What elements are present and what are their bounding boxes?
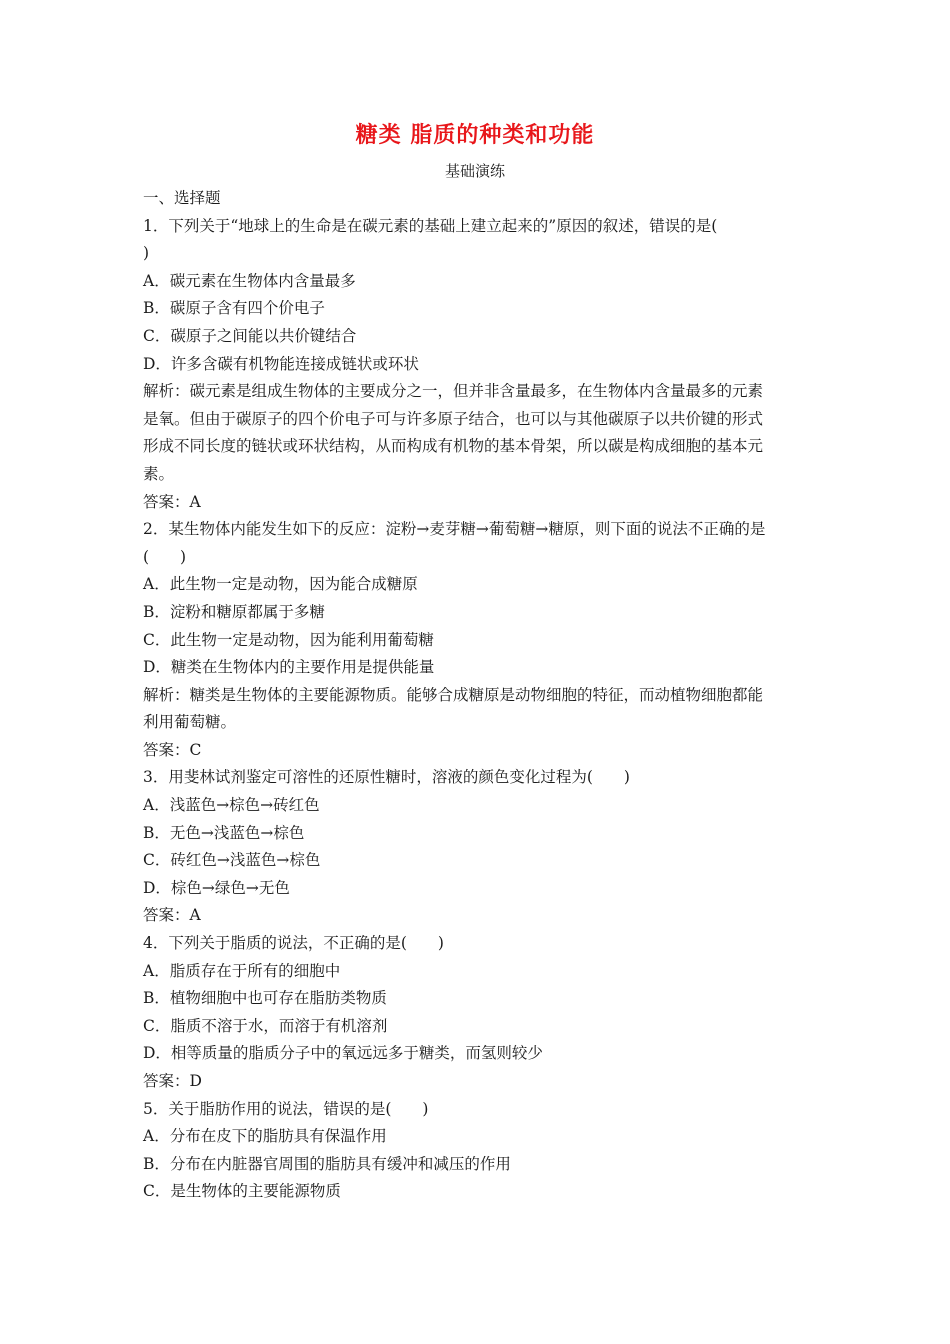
q5-option-c: C．是生物体的主要能源物质 [143,1182,341,1201]
q2-stem-line-2: ( ) [143,547,187,566]
q2-option-b: B．淀粉和糖原都属于多糖 [143,602,325,621]
page-subtitle: 基础演练 [444,162,505,180]
q1-analysis-line-1: 解析：碳元素是组成生物体的主要成分之一，但并非含量最多，在生物体内含量最多的元素 [143,382,764,401]
q4-option-d: D．相等质量的脂质分子中的氧远远多于糖类，而氢则较少 [143,1044,543,1063]
q4-option-a: A．脂质存在于所有的细胞中 [143,961,341,980]
q1-analysis-line-2: 是氧。但由于碳原子的四个价电子可与许多原子结合，也可以与其他碳原子以共价键的形式 [143,409,764,428]
q2-analysis-line-2: 利用葡萄糖。 [143,713,237,732]
q1-option-a: A．碳元素在生物体内含量最多 [143,271,356,290]
q4-option-c: C．脂质不溶于水，而溶于有机溶剂 [143,1016,388,1035]
q3-answer: 答案：A [143,906,201,925]
q1-analysis-line-4: 素。 [143,464,175,483]
q5-option-b: B．分布在内脏器官周围的脂肪具有缓冲和减压的作用 [143,1154,511,1173]
q1-option-c: C．碳原子之间能以共价键结合 [143,326,357,345]
q2-stem-line-1: 2．某生物体内能发生如下的反应：淀粉→麦芽糖→葡萄糖→糖原，则下面的说法不正确的是 [143,520,766,539]
q2-option-c: C．此生物一定是动物，因为能利用葡萄糖 [143,630,434,649]
q2-option-a: A．此生物一定是动物，因为能合成糖原 [143,575,418,594]
q3-option-c: C．砖红色→浅蓝色→棕色 [143,851,321,870]
page-title: 糖类 脂质的种类和功能 [355,123,595,148]
q1-option-b: B．碳原子含有四个价电子 [143,299,325,318]
q4-stem: 4．下列关于脂质的说法，不正确的是( ) [143,934,444,953]
document-body [143,185,811,1206]
q4-answer: 答案：D [143,1072,202,1090]
q5-option-a: A．分布在皮下的脂肪具有保温作用 [143,1127,387,1146]
q3-option-d: D．棕色→绿色→无色 [143,878,290,897]
q1-answer: 答案：A [143,492,201,511]
q3-stem: 3．用斐林试剂鉴定可溶性的还原性糖时，溶液的颜色变化过程为( ) [143,768,630,787]
q2-option-d: D．糖类在生物体内的主要作用是提供能量 [143,658,435,677]
q3-option-a: A．浅蓝色→棕色→砖红色 [143,796,320,815]
q1-stem-line-2: ) [143,244,150,263]
q5-stem: 5．关于脂肪作用的说法，错误的是( ) [143,1099,429,1118]
q4-option-b: B．植物细胞中也可存在脂肪类物质 [143,989,387,1008]
section-heading: 一、选择题 [143,189,221,207]
q2-answer: 答案：C [143,740,202,759]
q2-analysis-line-1: 解析：糖类是生物体的主要能源物质。能够合成糖原是动物细胞的特征，而动植物细胞都能 [143,685,764,704]
q3-option-b: B．无色→浅蓝色→棕色 [143,823,305,842]
q1-stem-line-1: 1．下列关于“地球上的生命是在碳元素的基础上建立起来的”原因的叙述，错误的是( [143,216,718,235]
q1-analysis-line-3: 形成不同长度的链状或环状结构，从而构成有机物的基本骨架，所以碳是构成细胞的基本元 [143,437,764,456]
q1-option-d: D．许多含碳有机物能连接成链状或环状 [143,354,419,373]
